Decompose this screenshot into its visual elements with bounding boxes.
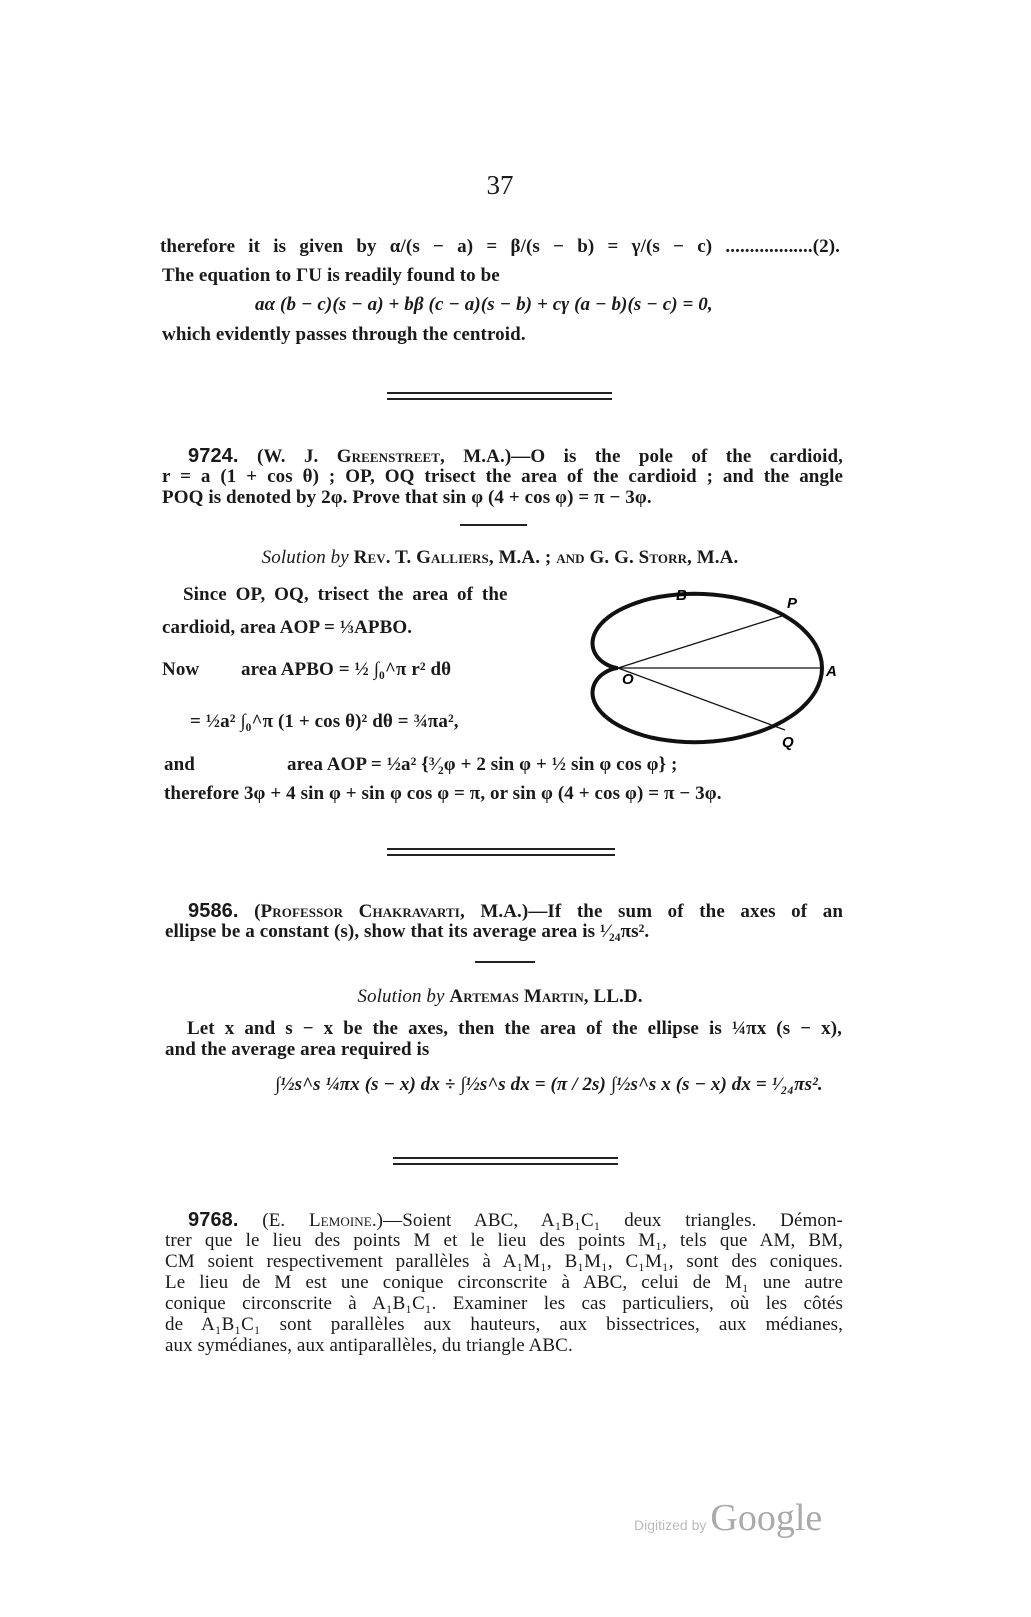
text-line: Le lieu de M est une conique circonscrite à ABC, celui de M₁ une autre bbox=[165, 1272, 843, 1293]
question-author: (Professor Chakravarti, M.A.) bbox=[254, 901, 529, 922]
text-line: The equation to ΓU is readily found to be bbox=[162, 265, 500, 286]
question-number: 9724. bbox=[188, 445, 239, 467]
question-9768-line bbox=[188, 1209, 843, 1231]
section-divider bbox=[387, 392, 612, 400]
section-divider bbox=[393, 1157, 618, 1165]
text-line: Since OP, OQ, trisect the area of the bbox=[183, 584, 508, 605]
text-line: aux symédianes, aux antiparallèles, du triangle ABC. bbox=[165, 1335, 573, 1356]
label-b: B bbox=[676, 587, 687, 604]
text-line: POQ is denoted by 2φ. Prove that sin φ (4 + cos φ) = π − 3φ. bbox=[162, 487, 652, 508]
solvers: Rev. T. Galliers, M.A. ; and G. G. Storr, M.A. bbox=[353, 547, 739, 568]
text-line: —If the sum of the axes of an bbox=[528, 901, 843, 922]
equation: area APBO = ½ ∫₀^π r² dθ bbox=[241, 659, 452, 680]
text-line: and bbox=[164, 754, 195, 775]
solution-heading bbox=[160, 986, 840, 1008]
equation: area AOP = ½a² {³⁄₂φ + 2 sin φ + ½ sin φ cos φ} ; bbox=[287, 754, 678, 775]
short-rule bbox=[460, 524, 527, 526]
cardioid-diagram bbox=[580, 580, 850, 760]
text-line: trer que le lieu des points M et le lieu des points M₁, tels que AM, BM, bbox=[165, 1230, 843, 1251]
text-line: Now bbox=[162, 659, 200, 680]
question-9586-line bbox=[188, 900, 843, 922]
label-p: P bbox=[787, 595, 798, 612]
text-line: CM soient respectivement parallèles à A₁M₁, B₁M₁, C₁M₁, sont des coniques. bbox=[165, 1251, 843, 1272]
watermark-prefix: Digitized by bbox=[634, 1517, 707, 1533]
text-line: cardioid, area AOP = ⅓APBO. bbox=[162, 617, 413, 638]
text-line: ellipse be a constant (s), show that its average area is ¹⁄₂₄πs². bbox=[165, 921, 650, 942]
question-author: (E. Lemoine.) bbox=[262, 1210, 384, 1231]
equation: ∫½s^s ¼πx (s − x) dx ÷ ∫½s^s dx = (π / 2s) ∫½s^s x (s − x) dx = ¹⁄₂₄πs². bbox=[275, 1074, 823, 1095]
solvers: Artemas Martin, LL.D. bbox=[449, 986, 643, 1007]
text-line: therefore it is given by α/(s − a) = β/(s − b) = γ/(s − c) ..................(2). bbox=[160, 236, 840, 257]
text-line: —O is the pole of the cardioid, bbox=[511, 446, 843, 467]
equation: = ½a² ∫₀^π (1 + cos θ)² dθ = ¾πa², bbox=[190, 711, 459, 732]
google-watermark bbox=[634, 1496, 822, 1540]
text-line: therefore 3φ + 4 sin φ + sin φ cos φ = π, or sin φ (4 + cos φ) = π − 3φ. bbox=[164, 783, 722, 804]
page-number: 37 bbox=[486, 170, 514, 200]
line-oq bbox=[618, 668, 785, 730]
label-q: Q bbox=[782, 734, 794, 751]
text-line: —Soient ABC, A₁B₁C₁ deux triangles. Démon- bbox=[383, 1210, 843, 1231]
text-line: r = a (1 + cos θ) ; OP, OQ trisect the area of the cardioid ; and the angle bbox=[162, 466, 843, 487]
question-number: 9768. bbox=[188, 1209, 239, 1231]
section-divider bbox=[387, 848, 615, 856]
google-logo: Google bbox=[710, 1497, 823, 1539]
text-line: and the average area required is bbox=[165, 1039, 430, 1060]
solution-label: Solution by bbox=[357, 986, 445, 1007]
solution-label: Solution by bbox=[261, 547, 349, 568]
text-line: de A₁B₁C₁ sont parallèles aux hauteurs, aux bissectrices, aux médianes, bbox=[165, 1314, 843, 1335]
line-op bbox=[618, 615, 785, 668]
label-o: O bbox=[622, 671, 634, 688]
text-line: conique circonscrite à A₁B₁C₁. Examiner les cas particuliers, où les côtés bbox=[165, 1293, 843, 1314]
short-rule bbox=[475, 961, 535, 963]
text-line: Let x and s − x be the axes, then the area of the ellipse is ¼πx (s − x), bbox=[187, 1018, 842, 1039]
question-author: (W. J. Greenstreet, M.A.) bbox=[256, 446, 512, 467]
label-a: A bbox=[826, 663, 837, 680]
question-9724-line bbox=[188, 445, 843, 467]
text-line: which evidently passes through the centroid. bbox=[162, 324, 526, 345]
equation: aα (b − c)(s − a) + bβ (c − a)(s − b) + cγ (a − b)(s − c) = 0, bbox=[255, 294, 713, 315]
solution-heading bbox=[160, 547, 840, 569]
question-number: 9586. bbox=[188, 900, 239, 922]
